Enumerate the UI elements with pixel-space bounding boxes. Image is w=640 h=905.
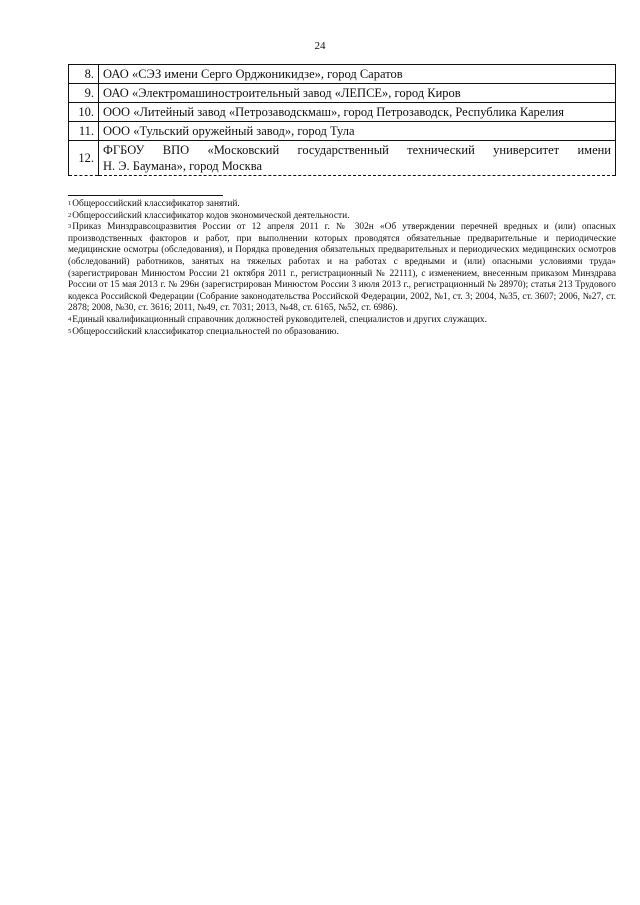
organization-name-line-2: Н. Э. Баумана», город Москва: [103, 159, 263, 173]
organization-name: ОАО «СЭЗ имени Серго Орджоникидзе», город Саратов: [99, 65, 616, 84]
row-number: 10.: [69, 103, 99, 122]
organization-name: [99, 141, 616, 176]
table-row: [69, 65, 616, 84]
footnote-mark: 5: [68, 327, 72, 335]
footnote-text: Единый квалификационный справочник должностей руководителей, специалистов и других служащих.: [72, 314, 487, 325]
footnote: [68, 315, 616, 327]
row-number: 12.: [69, 141, 99, 176]
footnote-text: Приказ Минздравсоцразвития России от 12 апреля 2011 г. № 302н «Об утверждении перечней вредных и (или) опасных производственных факторов и работ, при выполнении которых проводятся обязательные предварительные и периодические медицинские осмотры (обследования), и Порядка проведения обязательных предварительных и периодических медицинских осмотров (обследований) работников, занятых на тяжелых работах и на работах с вредными и (или) опасными условиями труда» (зарегистрирован Минюстом России 21 октября 2011 г., регистрационный № 22111), с изменением, внесенным приказом Минздрава России от 15 мая 2013 г. № 296н (зарегистрирован Минюстом России 3 июля 2013 г., регистрационный № 28970); статья 213 Трудового кодекса Российской Федерации (Собрание законодательства Российской Федерации, 2002, №1, ст. 3; 2004, №35, ст. 3607; 2006, №27, ст. 2878; 2008, №30, ст. 3616; 2011, №49, ст. 7031; 2013, №48, ст. 6165, №52, ст. 6986).: [68, 222, 616, 314]
footnote: [68, 199, 616, 211]
footnote: [68, 327, 616, 339]
row-number: 11.: [69, 122, 99, 141]
footnotes: [68, 199, 616, 338]
table-row: [69, 103, 616, 122]
organization-name: ОАО «Электромашиностроительный завод «ЛЕПСЕ», город Киров: [99, 84, 616, 103]
footnote-mark: 3: [68, 223, 72, 231]
table-row: [69, 84, 616, 103]
row-number: 8.: [69, 65, 99, 84]
page-number: 24: [314, 40, 326, 52]
organization-name-line-1: ФГБОУ ВПО «Московский государственный технический университет имени: [103, 143, 611, 157]
footnote: [68, 222, 616, 315]
footnote-mark: 1: [68, 200, 72, 207]
footnote-mark: 4: [68, 315, 72, 323]
table-row: [69, 122, 616, 141]
organizations-table: [68, 64, 616, 176]
row-number: 9.: [69, 84, 99, 103]
organization-name: ООО «Тульский оружейный завод», город Тула: [99, 122, 616, 141]
footnote-mark: 2: [68, 211, 72, 219]
footnote-text: Общероссийский классификатор занятий.: [72, 199, 240, 209]
organization-name: ООО «Литейный завод «Петрозаводскмаш», город Петрозаводск, Республика Карелия: [99, 103, 616, 122]
footnote-text: Общероссийский классификатор специальностей по образованию.: [72, 326, 339, 337]
footnote: [68, 211, 616, 223]
table-row: [69, 141, 616, 176]
footnote-text: Общероссийский классификатор кодов экономической деятельности.: [72, 210, 350, 221]
footnote-separator: [68, 195, 223, 196]
